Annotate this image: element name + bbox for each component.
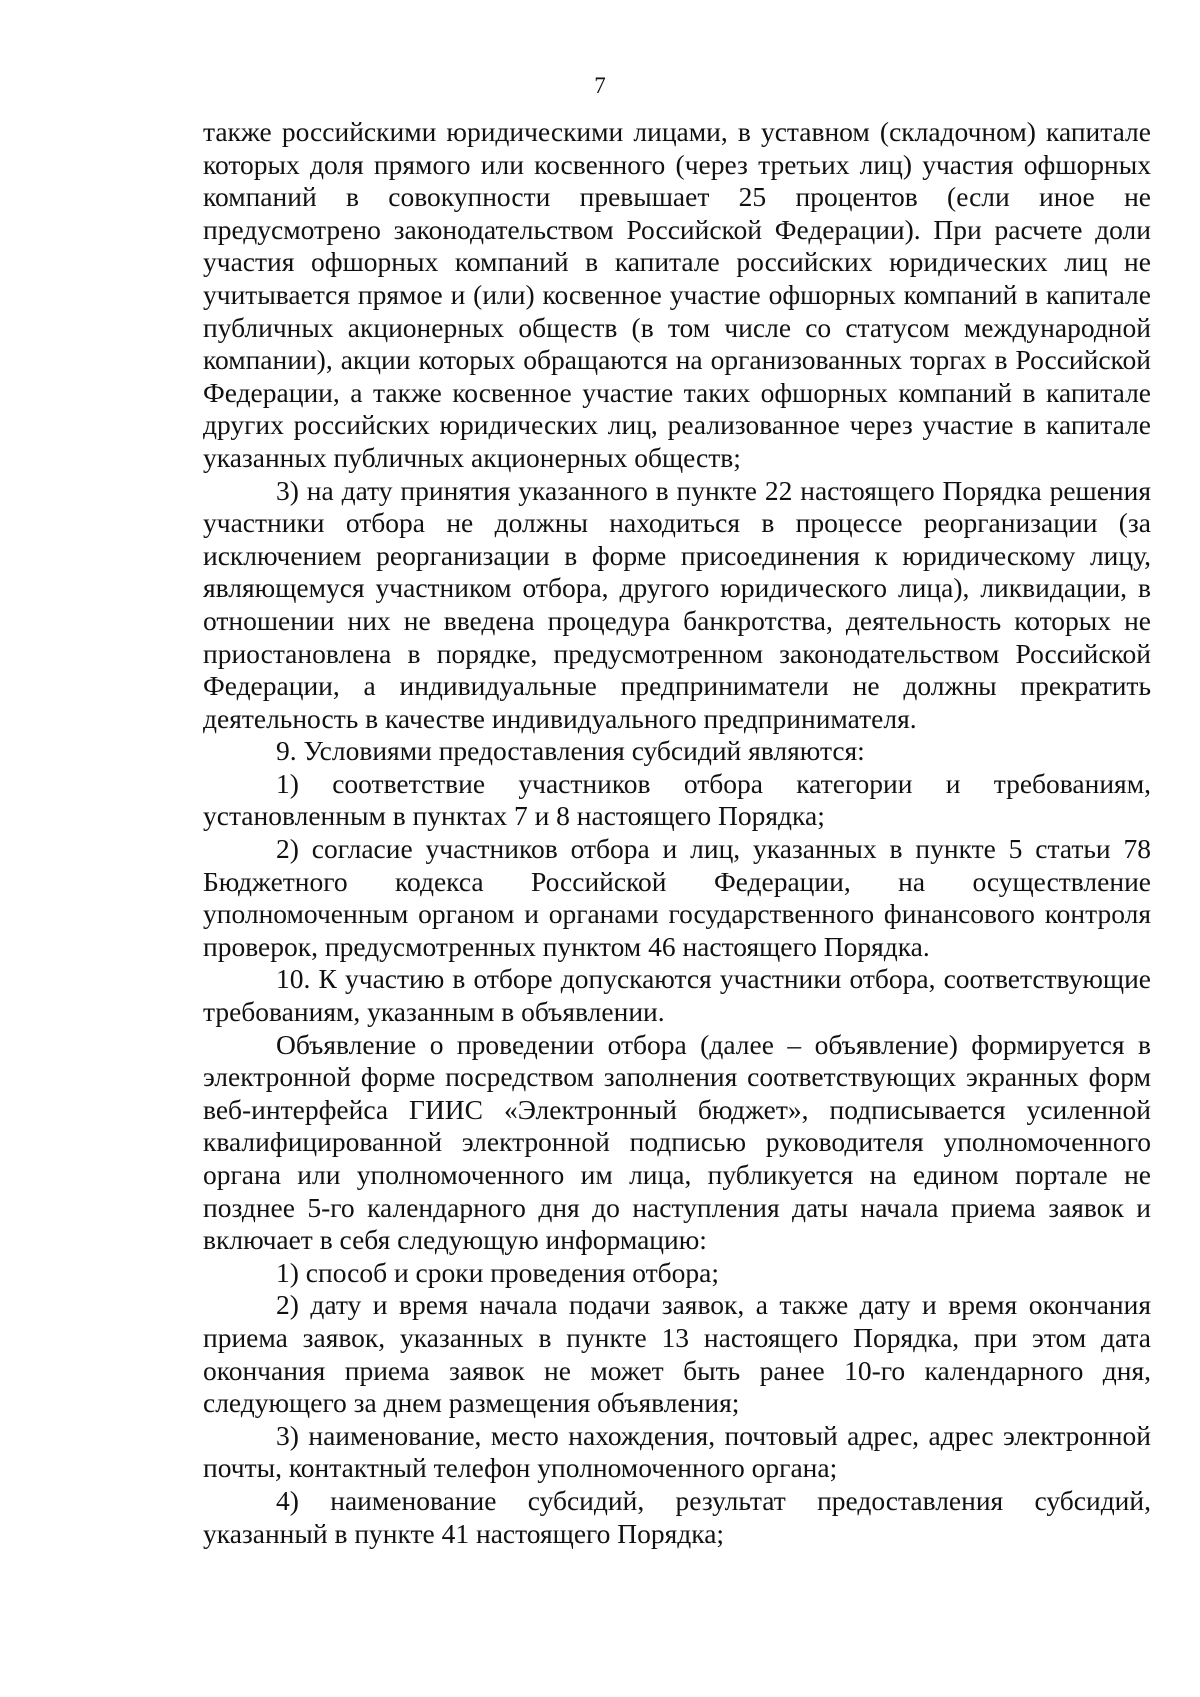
paragraph-announcement: Объявление о проведении отбора (далее – объявление) формируется в электронной форме посредством заполнения соответствующих экранных форм веб-интерфейса ГИИС «Электронный бюджет», подписывается усиленной квалифицированной электронной подписью руководителя уполномоченного органа или уполномоченного им лица, публикуется на едином портале не позднее 5-го календарного дня до наступления даты начала приема заявок и включает в себя следующую информацию: — [203, 1028, 1151, 1256]
paragraph-offshore-continuation: также российскими юридическими лицами, в уставном (складочном) капитале которых доля прямого или косвенного (через третьих лиц) участия офшорных компаний в совокупности превышает 25 процентов (если иное не предусмотрено законодательством Российской Федерации). При расчете доли участия офшорных компаний в капитале российских юридических лиц не учитывается прямое и (или) косвенное участие офшорных компаний в капитале публичных акционерных обществ (в том числе со статусом международной компании), акции которых обращаются на организованных торгах в Российской Федерации, а также косвенное участие таких офшорных компаний в капитале других российских юридических лиц, реализованное через участие в капитале указанных публичных акционерных обществ; — [203, 116, 1151, 473]
paragraph-announcement-item-3: 3) наименование, место нахождения, почтовый адрес, адрес электронной почты, контактный телефон уполномоченного органа; — [203, 1419, 1151, 1484]
paragraph-announcement-item-1: 1) способ и сроки проведения отбора; — [276, 1256, 719, 1288]
paragraph-announcement-item-2: 2) дату и время начала подачи заявок, а также дату и время окончания приема заявок, указанных в пункте 13 настоящего Порядка, при этом дата окончания приема заявок не может быть ранее 10-го календарного дня, следующего за днем размещения объявления; — [203, 1289, 1151, 1419]
paragraph-section-9-item-2: 2) согласие участников отбора и лиц, указанных в пункте 5 статьи 78 Бюджетного кодекса Российской Федерации, на осуществление уполномоченным органом и органами государственного финансового контроля проверок, предусмотренных пунктом 46 настоящего Порядка. — [203, 833, 1151, 962]
paragraph-section-9-heading: 9. Условиями предоставления субсидий являются: — [276, 735, 865, 767]
paragraph-section-10: 10. К участию в отборе допускаются участники отбора, соответствующие требованиям, указанным в объявлении. — [203, 963, 1151, 1028]
page-number: 7 — [594, 73, 606, 98]
document-body — [203, 116, 1151, 1550]
paragraph-announcement-item-4: 4) наименование субсидий, результат предоставления субсидий, указанный в пункте 41 настоящего Порядка; — [203, 1484, 1151, 1549]
paragraph-section-9-item-1: 1) соответствие участников отбора категории и требованиям, установленным в пунктах 7 и 8 настоящего Порядка; — [203, 767, 1151, 832]
paragraph-item-3-reorganization: 3) на дату принятия указанного в пункте 22 настоящего Порядка решения участники отбора не должны находиться в процессе реорганизации (за исключением реорганизации в форме присоединения к юридическому лицу, являющемуся участником отбора, другого юридического лица), ликвидации, в отношении них не введена процедура банкротства, деятельность которых не приостановлена в порядке, предусмотренном законодательством Российской Федерации, а индивидуальные предприниматели не должны прекратить деятельность в качестве индивидуального предпринимателя. — [203, 474, 1151, 734]
